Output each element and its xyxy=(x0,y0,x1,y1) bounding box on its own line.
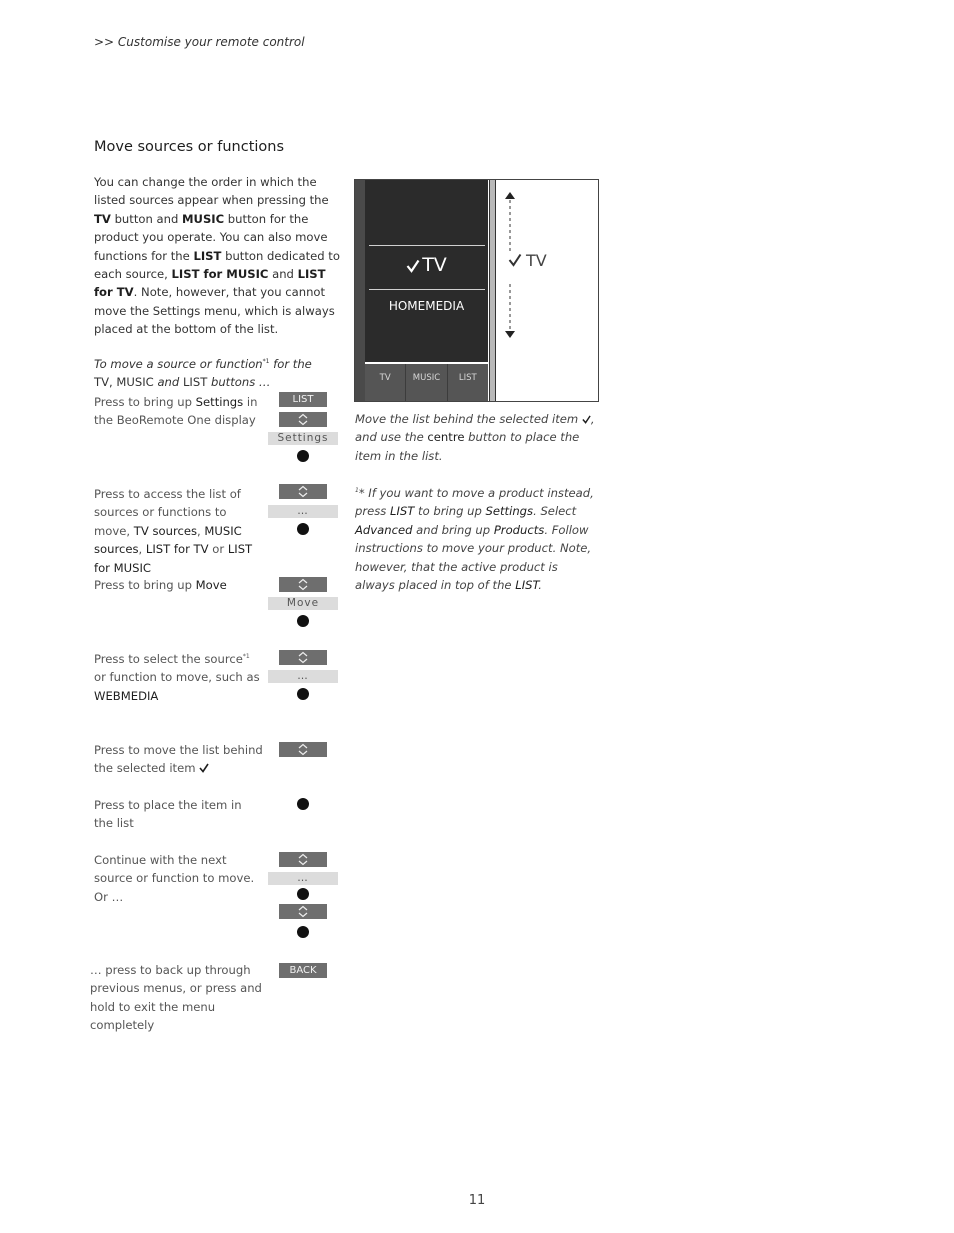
navigation-button[interactable] xyxy=(279,412,327,427)
navigation-button[interactable] xyxy=(279,650,327,665)
navigation-button[interactable] xyxy=(279,852,327,867)
display-ellipsis: … xyxy=(268,872,338,885)
step-move-list: Press to move the list behind the selected item xyxy=(94,743,263,776)
centre-button[interactable] xyxy=(297,450,309,462)
navigation-button[interactable] xyxy=(279,577,327,592)
illustration-caption: Move the list behind the selected item , and use the centre button to place the item in the list. xyxy=(355,412,595,463)
divider xyxy=(369,289,485,290)
centre-button[interactable] xyxy=(297,798,309,810)
display-ellipsis: … xyxy=(268,505,338,518)
centre-button[interactable] xyxy=(297,888,309,900)
display-settings: Settings xyxy=(268,432,338,445)
page-number: 11 xyxy=(468,1193,486,1208)
navigation-button[interactable] xyxy=(279,742,327,757)
selected-item: TV xyxy=(365,254,488,276)
step-place-item: Press to place the item in the list xyxy=(94,798,242,831)
divider xyxy=(369,245,485,246)
music-softkey[interactable]: MUSIC xyxy=(406,364,447,401)
step-continue: Continue with the next source or function to move. Or … xyxy=(94,853,255,904)
display-edge xyxy=(489,180,496,401)
step-bring-up-settings: Press to bring up Settings in the BeoRemote One display xyxy=(94,395,258,428)
up-down-arrows-icon xyxy=(297,905,309,918)
list-item: HOMEMEDIA xyxy=(388,299,465,313)
centre-button[interactable] xyxy=(297,523,309,535)
footnote: $^1$* If you want to move a product instead, press LIST to bring up Settings. Select Advanced and bring up Products. Follow instructions to move your product. Note, however, that the active product is always placed in top of the LIST. xyxy=(355,486,594,593)
display-bezel xyxy=(355,180,365,401)
centre-button[interactable] xyxy=(297,688,309,700)
list-softkey[interactable]: LIST xyxy=(458,373,477,383)
up-down-arrows-icon xyxy=(297,651,309,664)
step-select-source: Press to select the source$^{*1}$ or function to move, such as WEBMEDIA xyxy=(94,652,260,703)
checkmark-icon xyxy=(199,763,209,773)
list-button[interactable]: LIST xyxy=(279,392,327,407)
step-back: … press to back up through previous menus, or press and hold to exit the menu completely xyxy=(90,963,262,1033)
up-down-arrows-icon xyxy=(297,485,309,498)
remote-display-illustration xyxy=(354,179,599,402)
up-down-arrows-icon xyxy=(297,413,309,426)
checkmark-icon xyxy=(582,415,591,424)
centre-button[interactable] xyxy=(297,926,309,938)
checkmark-icon xyxy=(508,253,522,267)
breadcrumb: >> Customise your remote control xyxy=(94,35,305,49)
back-button[interactable]: BACK xyxy=(279,963,327,978)
navigation-button[interactable] xyxy=(279,484,327,499)
step-access-list: Press to access the list of sources or functions to move, TV sources, MUSIC sources, LIST for TV or LIST for MUSIC xyxy=(94,487,253,575)
display-button-bar xyxy=(365,364,488,401)
up-down-arrows-icon xyxy=(297,853,309,866)
up-down-arrows-icon xyxy=(297,578,309,591)
step-bring-up-move: Press to bring up Move xyxy=(94,578,227,592)
intro-paragraph: You can change the order in which the listed sources appear when pressing the TV button and MUSIC button for the product you operate. You can also move functions for the LIST button dedicated to each source, LIST for MUSIC and LIST for TV. Note, however, that you cannot move the Settings menu, which is always placed at the bottom of the list. xyxy=(94,175,340,337)
checkmark-icon xyxy=(406,259,420,273)
procedure-lead: To move a source or function$^{*1}$ for the TV, MUSIC and LIST buttons … xyxy=(94,357,312,390)
display-move: Move xyxy=(268,597,338,610)
centre-button[interactable] xyxy=(297,615,309,627)
display-ellipsis: … xyxy=(268,670,338,683)
section-heading: Move sources or functions xyxy=(94,139,285,155)
navigation-button[interactable] xyxy=(279,904,327,919)
up-down-arrows-icon xyxy=(297,743,309,756)
tv-softkey[interactable]: TV xyxy=(365,364,406,401)
selected-item-outside: TV xyxy=(508,251,547,270)
